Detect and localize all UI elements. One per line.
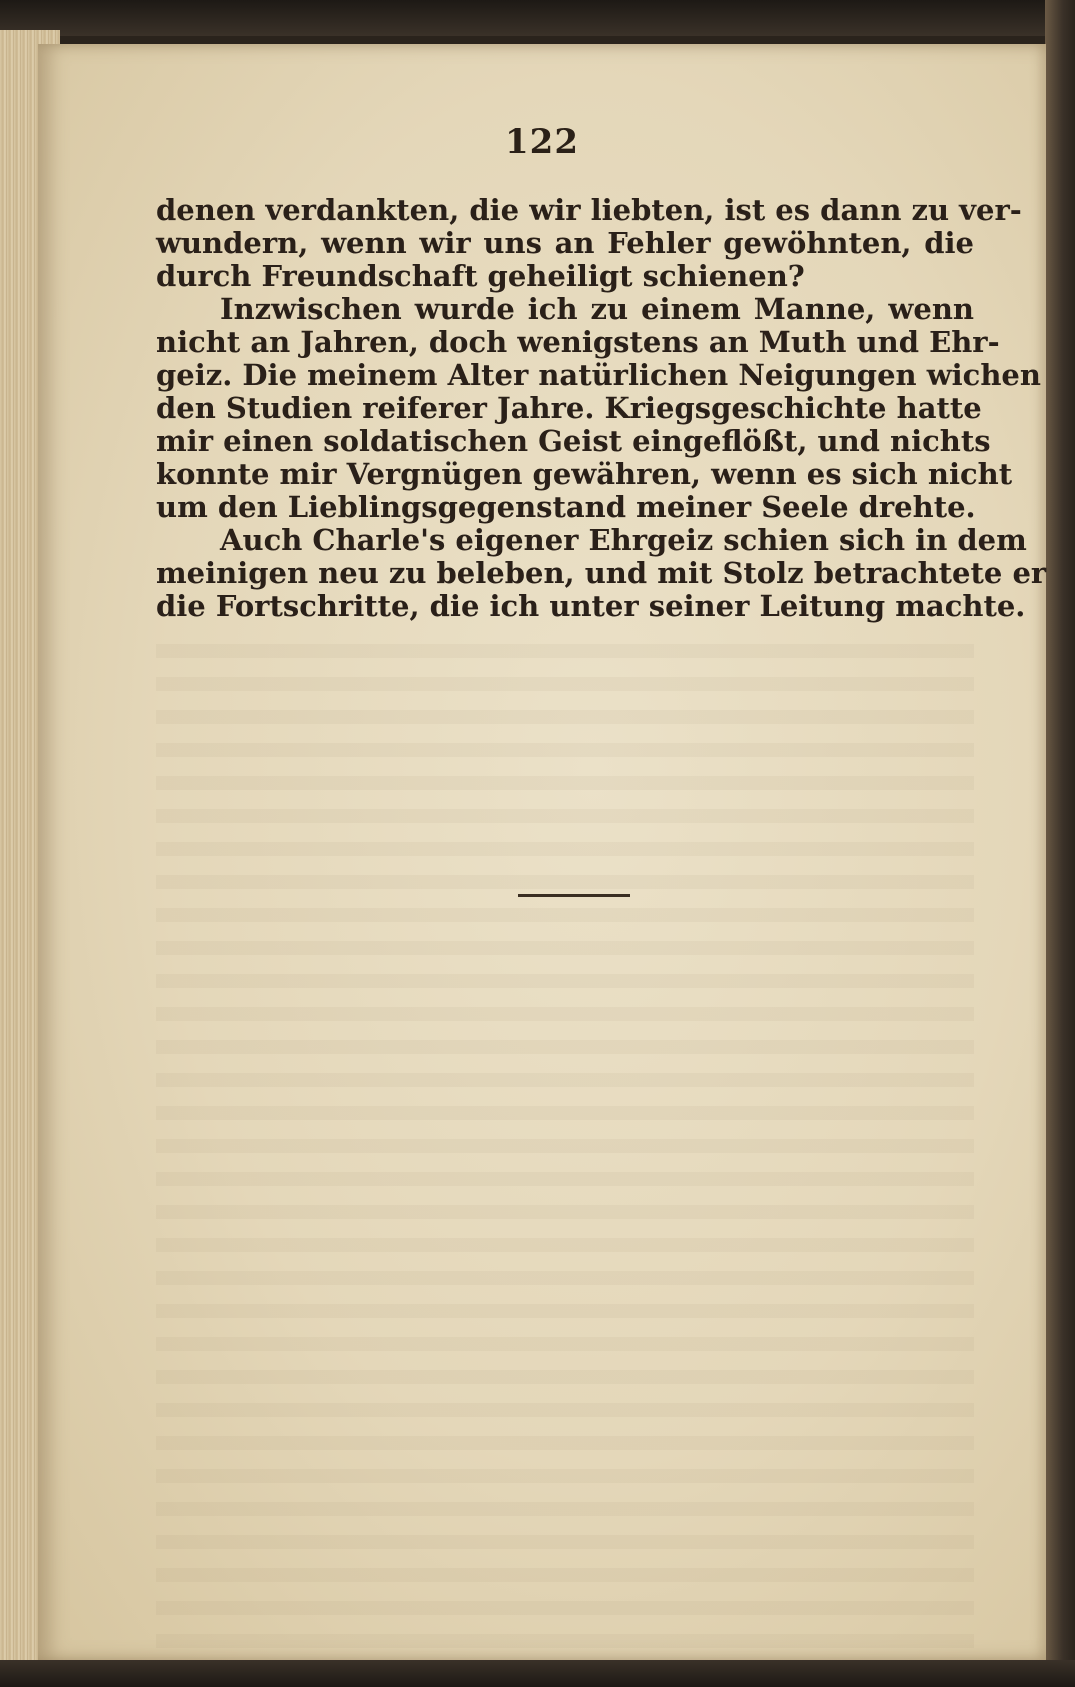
text-line: geiz. Die meinem Alter natürlichen Neigungen wichen: [156, 358, 1041, 392]
book-cover-bottom: [0, 1660, 1075, 1687]
text-line: den Studien reiferer Jahre. Kriegsgeschichte hatte: [156, 391, 982, 425]
text-line: konnte mir Vergnügen gewähren, wenn es sich nicht: [156, 457, 1013, 491]
text-line: Inzwischen wurde ich zu einem Manne, wenn: [220, 292, 974, 326]
paragraph: [156, 193, 1022, 293]
text-line: mir einen soldatischen Geist eingeflößt, und nichts: [156, 424, 991, 458]
page-number: 122: [505, 122, 579, 162]
paragraph: [156, 523, 1047, 623]
text-line: denen verdankten, die wir liebten, ist es dann zu ver-: [156, 193, 1022, 227]
text-line: meinigen neu zu beleben, und mit Stolz betrachtete er: [156, 556, 1047, 590]
text-line: um den Lieblingsgegenstand meiner Seele drehte.: [156, 490, 976, 524]
text-line: durch Freundschaft geheiligt schienen?: [156, 259, 805, 293]
text-line: Auch Charle's eigener Ehrgeiz schien sich in dem: [220, 523, 1027, 557]
book-cover-right: [1045, 0, 1075, 1687]
book-page: [38, 44, 1046, 1660]
body-text: [156, 193, 1047, 623]
text-line: wundern, wenn wir uns an Fehler gewöhnten, die: [156, 226, 974, 260]
paragraph: [156, 292, 1041, 524]
text-line: die Fortschritte, die ich unter seiner Leitung machte.: [156, 589, 1026, 623]
show-through-text: [156, 644, 974, 1664]
end-rule: [518, 894, 630, 897]
book-cover-top: [0, 0, 1075, 36]
text-line: nicht an Jahren, doch wenigstens an Muth und Ehr-: [156, 325, 1000, 359]
